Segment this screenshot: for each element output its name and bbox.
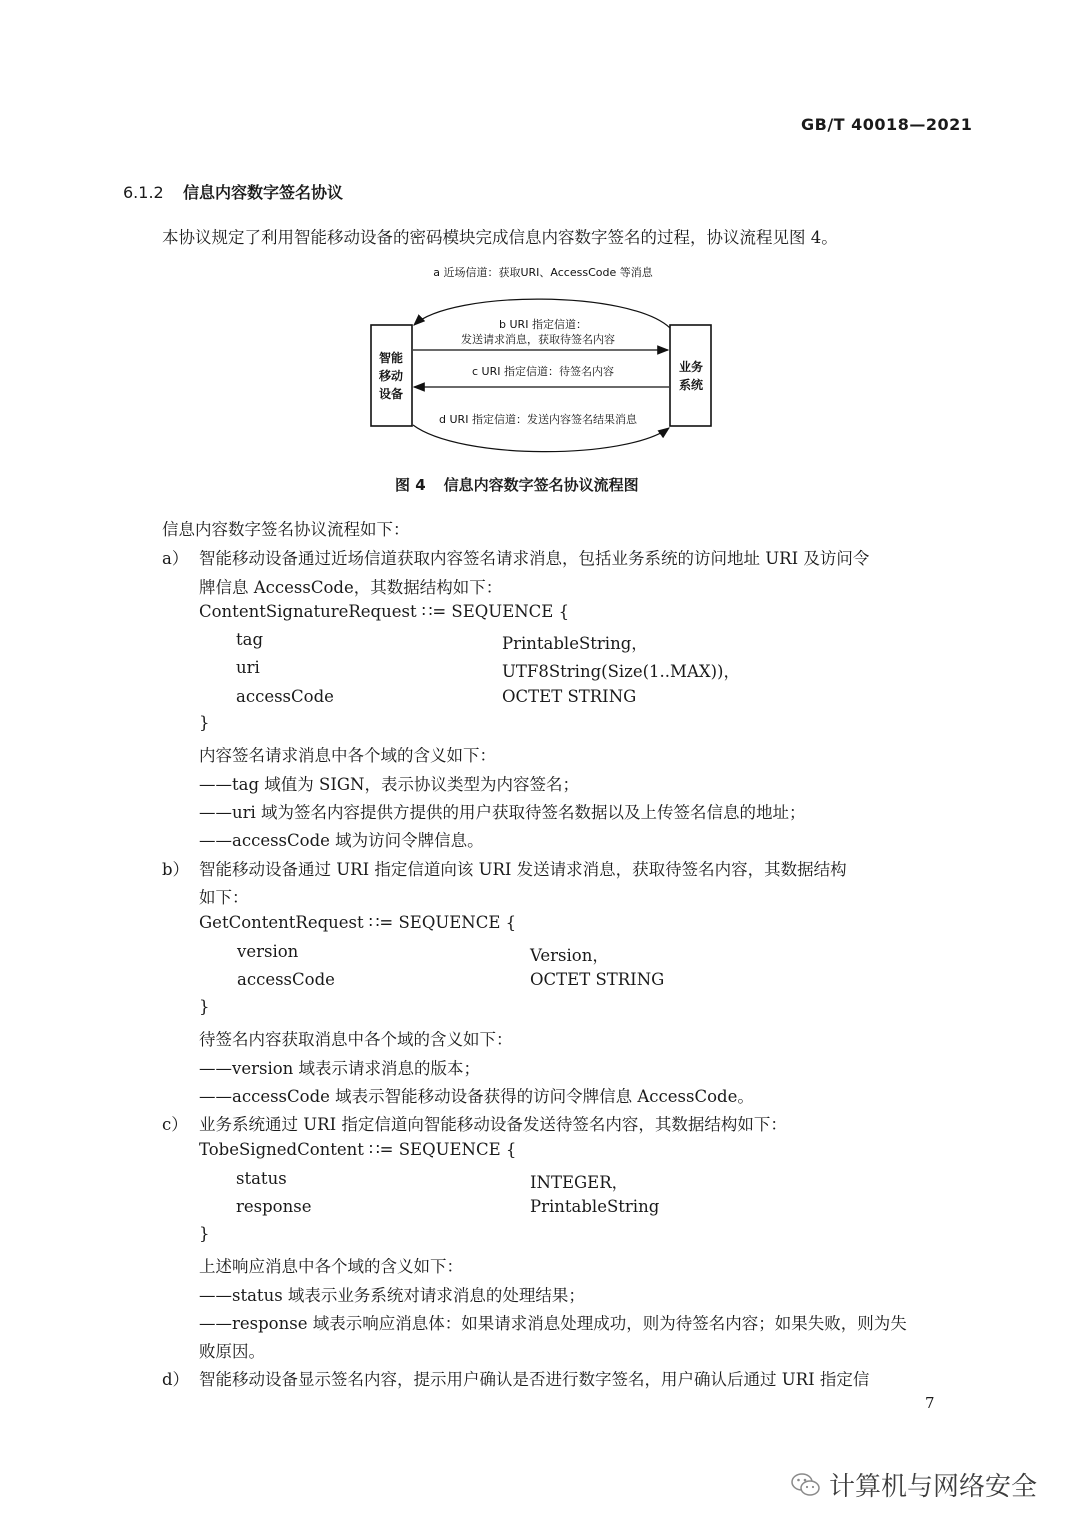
step-b-line-1: 智能移动设备通过 URI 指定信道向该 URI 发送请求消息，获取待签名内容，其数据结构 [199, 860, 847, 879]
step-a-field-type: OCTET STRING [502, 687, 637, 706]
step-a-declaration: ContentSignatureRequest ∷= SEQUENCE { [199, 602, 570, 621]
step-c-label: c） [162, 1115, 188, 1134]
page-number: 7 [925, 1394, 935, 1412]
intro-paragraph: 本协议规定了利用智能移动设备的密码模块完成信息内容数字签名的过程，协议流程见图 4。 [162, 228, 838, 247]
step-b-field-name: accessCode [237, 970, 335, 989]
step-c-line-1: 业务系统通过 URI 指定信道向智能移动设备发送待签名内容，其数据结构如下： [199, 1115, 787, 1134]
step-c-meaning-item: ——status 域表示业务系统对请求消息的处理结果； [199, 1286, 585, 1305]
watermark-text: 计算机与网络安全 [829, 1472, 1038, 1502]
step-b-meaning-item: ——version 域表示请求消息的版本； [199, 1059, 481, 1078]
step-a-field-name: uri [236, 658, 260, 677]
step-c-meaning-item: 败原因。 [199, 1342, 265, 1361]
step-a-line-1: 智能移动设备通过近场信道获取内容签名请求消息，包括业务系统的访问地址 URI 及访问令 [199, 549, 870, 568]
watermark [791, 1466, 1037, 1503]
left-box-line-2: 移动 [378, 369, 404, 383]
arrow-d-label: d URI 指定信道：发送内容签名结果消息 [439, 413, 637, 426]
step-a-field-name: tag [236, 630, 264, 649]
step-a-meaning-title: 内容签名请求消息中各个域的含义如下： [199, 746, 496, 765]
step-c-field-name: status [236, 1169, 287, 1188]
step-c-field-type: PrintableString [530, 1197, 660, 1216]
step-b-field-name: version [237, 942, 299, 961]
arrow-b-label-2: 发送请求消息，获取待签名内容 [461, 333, 615, 346]
step-a-label: a） [162, 549, 189, 568]
step-b-declaration: GetContentRequest ∷= SEQUENCE { [199, 913, 517, 932]
step-b-meaning-item: ——accessCode 域表示智能移动设备获得的访问令牌信息 AccessCode。 [199, 1087, 754, 1106]
step-b-field-type: Version， [530, 946, 609, 965]
right-box-line-2: 系统 [678, 378, 704, 392]
step-b-line-2: 如下： [199, 888, 249, 907]
step-a-meaning-item: ——accessCode 域为访问令牌信息。 [199, 831, 484, 850]
arrow-b-label-1: b URI 指定信道： [499, 318, 587, 331]
business-system-box [670, 325, 711, 426]
step-a-meaning-item: ——uri 域为签名内容提供方提供的用户获取待签名数据以及上传签名信息的地址； [199, 803, 806, 822]
step-c-field-name: response [236, 1197, 312, 1216]
step-d-line-1: 智能移动设备显示签名内容，提示用户确认是否进行数字签名，用户确认后通过 URI 指定信 [199, 1370, 870, 1389]
step-b-label: b） [162, 860, 190, 879]
step-a-field-type: PrintableString， [502, 634, 648, 653]
step-a-field-name: accessCode [236, 687, 334, 706]
arrow-c-label: c URI 指定信道：待签名内容 [472, 365, 614, 378]
step-c-meaning-title: 上述响应消息中各个域的含义如下： [199, 1257, 463, 1276]
step-c-declaration: TobeSignedContent ∷= SEQUENCE { [199, 1140, 517, 1159]
figure-caption [395, 474, 639, 495]
arrow-d-result [413, 425, 669, 452]
figure-caption-title: 信息内容数字签名协议流程图 [443, 476, 639, 494]
left-box-line-1: 智能 [378, 351, 404, 365]
step-c-field-type: INTEGER， [530, 1173, 629, 1192]
standard-number: GB/T 40018—2021 [801, 115, 973, 134]
left-box-line-3: 设备 [378, 387, 404, 401]
section-number: 6.1.2 [123, 183, 164, 202]
step-b-meaning-title: 待签名内容获取消息中各个域的含义如下： [199, 1030, 513, 1049]
flow-intro: 信息内容数字签名协议流程如下： [162, 520, 410, 539]
step-c-close-brace: } [199, 1224, 210, 1243]
arrow-a-label: a 近场信道：获取URI、AccessCode 等消息 [433, 266, 653, 279]
step-b-field-type: OCTET STRING [530, 970, 665, 989]
protocol-flow-diagram [360, 262, 720, 458]
wechat-icon [791, 1472, 821, 1498]
step-b-close-brace: } [199, 997, 210, 1016]
figure-caption-number: 图 4 [395, 476, 426, 494]
step-a-field-type: UTF8String(Size(1..MAX))， [502, 662, 740, 681]
step-a-close-brace: } [199, 713, 210, 732]
right-box-line-1: 业务 [678, 360, 704, 374]
step-d-label: d） [162, 1370, 190, 1389]
section-title: 信息内容数字签名协议 [183, 183, 344, 202]
section-heading [123, 180, 343, 203]
step-a-line-2: 牌信息 AccessCode，其数据结构如下： [199, 578, 503, 597]
step-a-meaning-item: ——tag 域值为 SIGN，表示协议类型为内容签名； [199, 775, 579, 794]
step-c-meaning-item: ——response 域表示响应消息体：如果请求消息处理成功，则为待签名内容；如果失败，则为失 [199, 1314, 907, 1333]
